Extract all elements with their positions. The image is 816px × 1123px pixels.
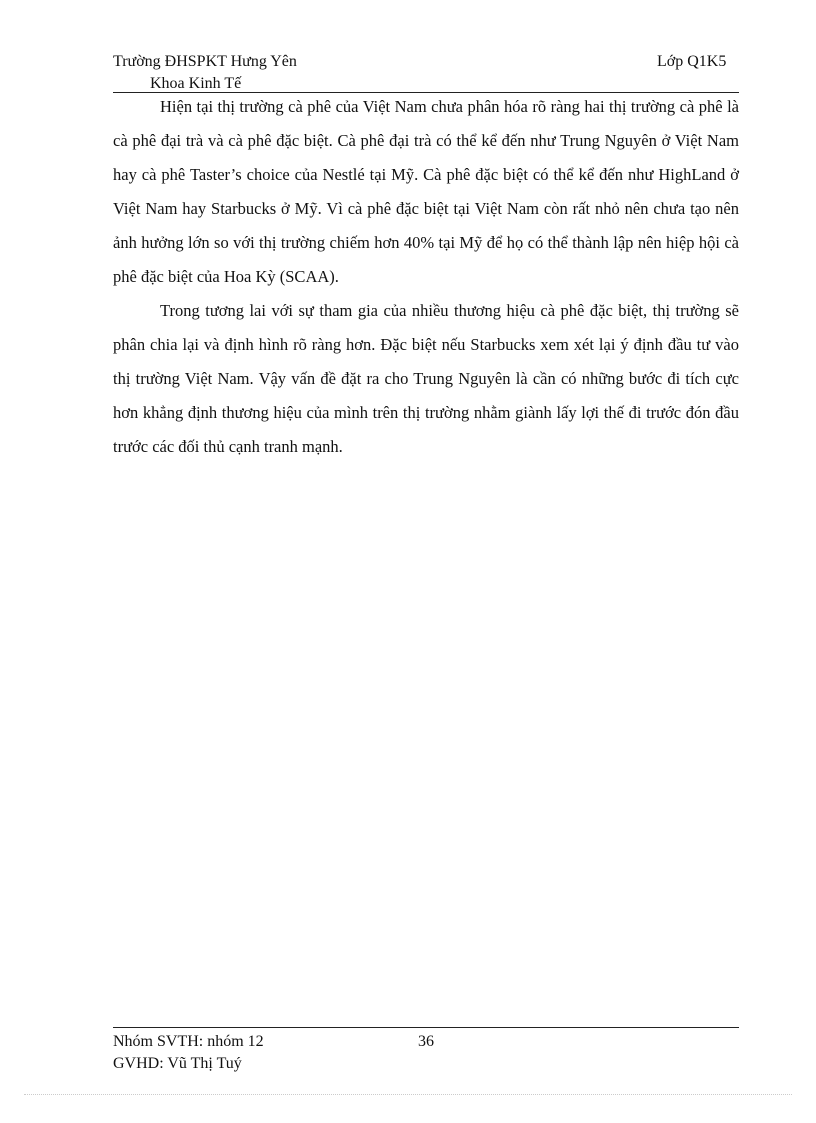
page-footer-left (113, 1031, 264, 1075)
header-school: Trường ĐHSPKT Hưng Yên (113, 53, 297, 70)
footer-divider (113, 1027, 739, 1028)
footer-group: Nhóm SVTH: nhóm 12 (113, 1033, 264, 1050)
paragraph: Trong tương lai với sự tham gia của nhiều thương hiệu cà phê đặc biệt, thị trường sẽ phân chia lại và định hình rõ ràng hơn. Đặc biệt nếu Starbucks xem xét lại ý định đầu tư vào thị trường Việt Nam. Vậy vấn đề đặt ra cho Trung Nguyên là cần có những bước đi tích cực hơn khẳng định thương hiệu của mình trên thị trường nhằm giành lấy lợi thế đi trước đón đầu trước các đối thủ cạnh tranh mạnh. (113, 301, 739, 456)
header-faculty: Khoa Kinh Tế (150, 75, 242, 92)
page-header-left (113, 52, 297, 94)
page-bottom-border (24, 1094, 792, 1095)
page-number: 36 (418, 1033, 434, 1050)
paragraph: Hiện tại thị trường cà phê của Việt Nam chưa phân hóa rõ ràng hai thị trường cà phê là cà phê đại trà và cà phê đặc biệt. Cà phê đại trà có thể kể đến như Trung Nguyên ở Việt Nam hay cà phê Taster’s choice của Nestlé tại Mỹ. Cà phê đặc biệt có thể kể đến như HighLand ở Việt Nam hay Starbucks ở Mỹ. Vì cà phê đặc biệt tại Việt Nam còn rất nhỏ nên chưa tạo nên ảnh hưởng lớn so với thị trường chiếm hơn 40% tại Mỹ để họ có thể thành lập nên hiệp hội cà phê đặc biệt của Hoa Kỳ (SCAA). (113, 97, 739, 286)
document-body (113, 90, 739, 464)
header-class: Lớp Q1K5 (657, 53, 727, 70)
footer-advisor: GVHD: Vũ Thị Tuý (113, 1055, 242, 1072)
